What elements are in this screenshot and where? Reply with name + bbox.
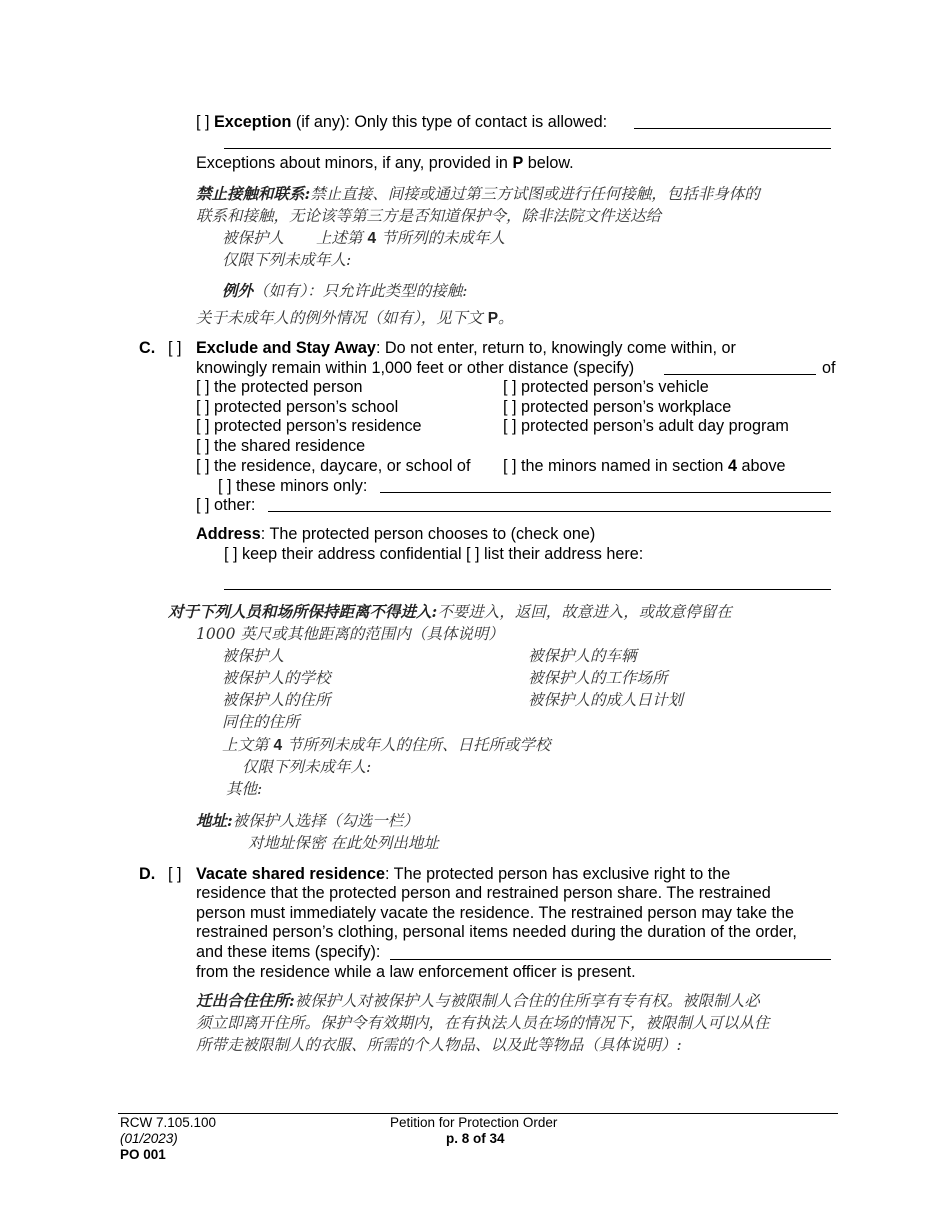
section-c-letter: C. <box>139 339 156 357</box>
distance-field[interactable] <box>664 374 816 375</box>
zh-no-contact-line1: 禁止接触和联系:禁止直接、间接或通过第三方试图或进行任何接触，包括非身体的 <box>196 184 760 203</box>
c-opt-adult-day[interactable]: [ ] protected person’s adult day program <box>503 417 789 435</box>
section-d-line1: Vacate shared residence: The protected person has exclusive right to the <box>196 865 731 883</box>
c-opt-shared-residence[interactable]: [ ] the shared residence <box>196 437 366 455</box>
zh-c-these-minors: 仅限下列未成年人: <box>242 758 372 776</box>
zh-option-protected: 被保护人 <box>222 229 285 247</box>
c-opt-residence[interactable]: [ ] protected person’s residence <box>196 417 422 435</box>
zh-c-address: 地址:被保护人选择（勾选一栏） <box>196 811 419 830</box>
c-opt-minors-named[interactable]: [ ] the minors named in section 4 above <box>503 457 786 475</box>
footer-divider <box>118 1113 838 1114</box>
c-opt-other[interactable]: [ ] other: <box>196 496 256 514</box>
zh-c-line1: 对于下列人员和场所保持距离不得进入:不要进入，返回，故意进入，或故意停留在 <box>168 602 732 621</box>
zh-c-right-0: 被保护人的车辆 <box>528 647 637 665</box>
exception-field[interactable] <box>634 128 831 129</box>
these-minors-field[interactable] <box>380 492 831 493</box>
c-opt-protected-person[interactable]: [ ] the protected person <box>196 378 363 396</box>
zh-c-address-options: 对地址保密 在此处列出地址 <box>248 834 439 852</box>
section-d-line5: and these items (specify): <box>196 943 381 961</box>
section-c-line2: knowingly remain within 1,000 feet or other distance (specify) <box>196 359 635 377</box>
exceptions-minors: Exceptions about minors, if any, provided in P below. <box>196 154 574 172</box>
address-options[interactable]: [ ] keep their address confidential [ ] list their address here: <box>224 545 644 563</box>
zh-d-line2: 须立即离开住所。保护令有效期内，在有执法人员在场的情况下，被限制人可以从住 <box>196 1014 770 1032</box>
footer-page: p. 8 of 34 <box>446 1131 505 1146</box>
section-d-line4: restrained person’s clothing, personal items needed during the duration of the order, <box>196 923 797 941</box>
zh-exception-minors: 关于未成年人的例外情况（如有），见下文 P。 <box>196 309 514 327</box>
footer-form: PO 001 <box>120 1147 166 1162</box>
footer-title: Petition for Protection Order <box>390 1115 558 1130</box>
zh-option-these-minors: 仅限下列未成年人: <box>222 251 352 269</box>
zh-c-left-3: 同住的住所 <box>222 713 300 731</box>
items-field[interactable] <box>390 959 831 960</box>
address-field[interactable] <box>224 589 831 590</box>
zh-c-other: 其他: <box>226 780 263 798</box>
section-d-line3: person must immediately vacate the residence. The restrained person may take the <box>196 904 795 922</box>
zh-c-right-2: 被保护人的成人日计划 <box>528 691 684 709</box>
footer-date: (01/2023) <box>120 1131 178 1146</box>
section-d-line2: residence that the protected person and restrained person share. The restrained <box>196 884 771 902</box>
section-d-checkbox[interactable]: [ ] <box>168 865 182 883</box>
section-d-line6: from the residence while a law enforcement officer is present. <box>196 963 636 981</box>
zh-d-line1: 迁出合住住所:被保护人对被保护人与被限制人合住的住所享有专有权。被限制人必 <box>196 991 760 1010</box>
exception-field-2[interactable] <box>224 148 831 149</box>
zh-d-line3: 所带走被限制人的衣服、所需的个人物品、以及此等物品（具体说明）: <box>196 1036 682 1054</box>
address-line: Address: The protected person chooses to (check one) <box>196 525 596 543</box>
zh-c-left-1: 被保护人的学校 <box>222 669 331 687</box>
zh-c-right-1: 被保护人的工作场所 <box>528 669 668 687</box>
c-opt-residence-daycare-school[interactable]: [ ] the residence, daycare, or school of <box>196 457 471 475</box>
zh-no-contact-line2: 联系和接触，无论该等第三方是否知道保护令，除非法院文件送达给 <box>196 207 662 225</box>
zh-exception: 例外（如有）：只允许此类型的接触: <box>222 281 468 300</box>
zh-option-minors: 上述第 4 节所列的未成年人 <box>316 229 505 247</box>
zh-c-minors: 上文第 4 节所列未成年人的住所、日托所或学校 <box>222 736 551 754</box>
c-opt-these-minors[interactable]: [ ] these minors only: <box>218 477 368 495</box>
c-opt-vehicle[interactable]: [ ] protected person’s vehicle <box>503 378 709 396</box>
exception-line: [ ] Exception (if any): Only this type of contact is allowed: <box>196 113 608 131</box>
other-field[interactable] <box>268 511 831 512</box>
exception-checkbox[interactable]: [ ] <box>196 113 210 131</box>
c-opt-workplace[interactable]: [ ] protected person’s workplace <box>503 398 732 416</box>
zh-c-left-2: 被保护人的住所 <box>222 691 331 709</box>
c-opt-school[interactable]: [ ] protected person’s school <box>196 398 399 416</box>
section-c-of: of <box>822 359 836 377</box>
footer-rcw: RCW 7.105.100 <box>120 1115 217 1130</box>
section-c-line1: Exclude and Stay Away: Do not enter, return to, knowingly come within, or <box>196 339 736 357</box>
section-d-letter: D. <box>139 865 156 883</box>
zh-c-left-0: 被保护人 <box>222 647 285 665</box>
zh-c-line2: 1000 英尺或其他距离的范围内（具体说明） <box>196 625 504 643</box>
section-c-checkbox[interactable]: [ ] <box>168 339 182 357</box>
